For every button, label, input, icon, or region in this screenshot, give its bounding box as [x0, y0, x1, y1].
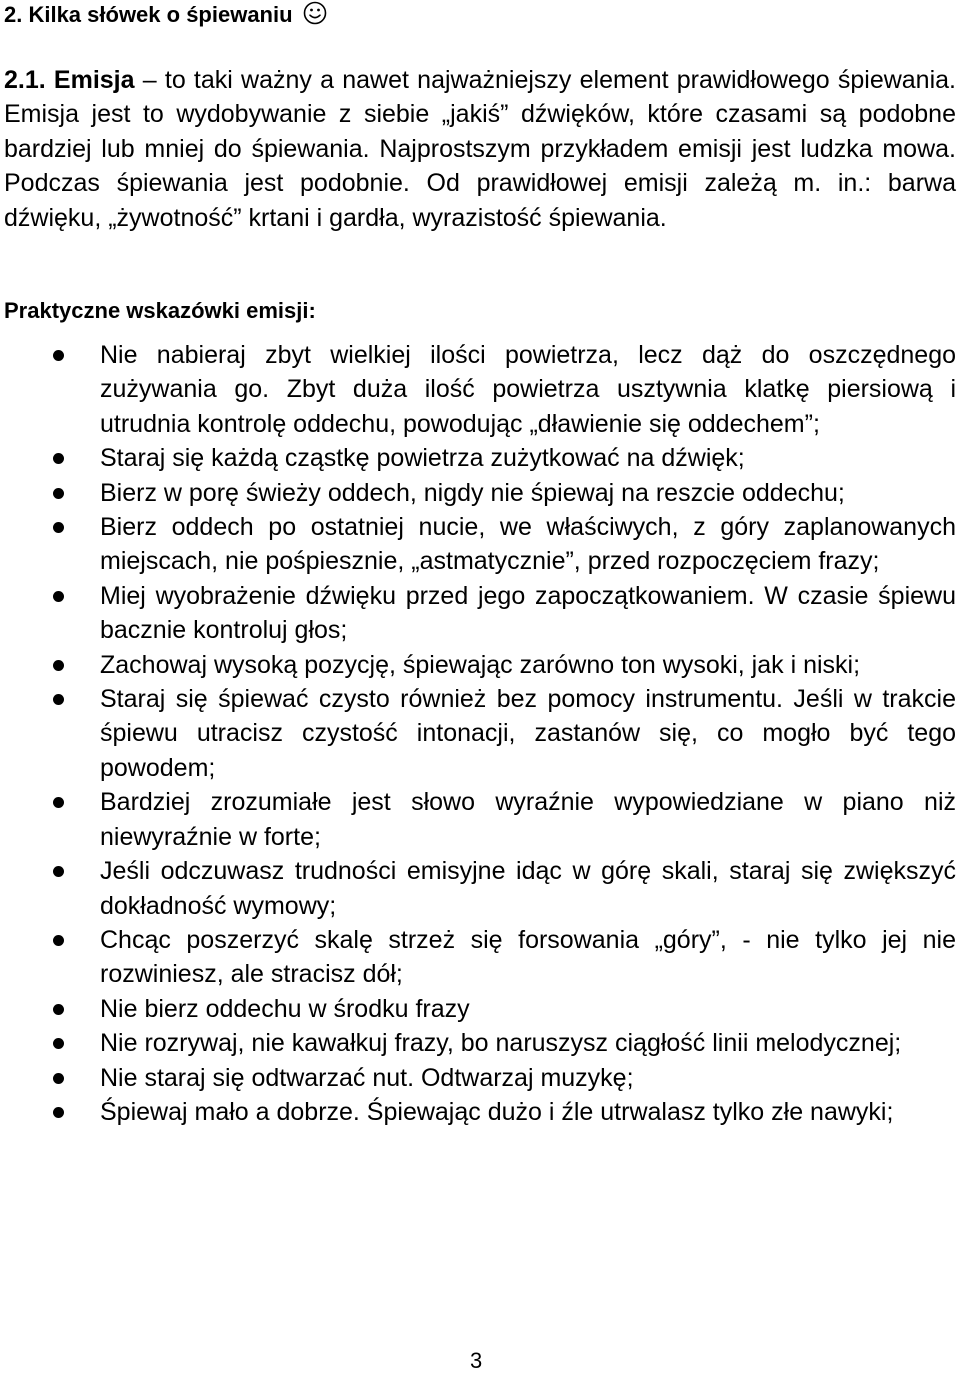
list-item: [100, 785, 956, 854]
list-item: [100, 923, 956, 992]
list-item-text: Nie staraj się odtwarzać nut. Odtwarzaj muzykę;: [100, 1063, 634, 1092]
tips-heading: Praktyczne wskazówki emisji:: [4, 298, 316, 323]
bullet-icon: [53, 591, 64, 602]
subsection-number: 2.1.: [4, 66, 46, 94]
page-number: 3: [470, 1348, 483, 1373]
list-item-text: Nie nabieraj zbyt wielkiej ilości powietrza, lecz dąż do oszczędnego zużywania go. Zbyt duża ilość powietrza usztywnia klatkę piersiową i utrudnia kontrolę oddechu, powodując „dławienie się oddechem”;: [100, 341, 956, 438]
bullet-icon: [53, 1073, 64, 1084]
list-item: [100, 1095, 956, 1129]
tips-list: [100, 338, 956, 1129]
bullet-icon: [53, 866, 64, 877]
list-item-text: Śpiewaj mało a dobrze. Śpiewając dużo i źle utrwalasz tylko złe nawyki;: [100, 1097, 894, 1126]
list-item: [100, 476, 956, 510]
intro-text: – to taki ważny a nawet najważniejszy element prawidłowego śpiewania. Emisja jest to wydobywanie z siebie „jakiś” dźwięków, które czasami są podobne bardziej lub mniej do śpiewania. Najprostszym przykładem emisji jest ludzka mowa. Podczas śpiewania jest podobnie. Od prawidłowej emisji zależą m. in.: barwa dźwięku, „żywotność” krtani i gardła, wyrazistość śpiewania.: [4, 66, 956, 232]
list-item-text: Bardziej zrozumiałe jest słowo wyraźnie wypowiedziane w piano niż niewyraźnie w forte;: [100, 788, 956, 851]
heading-text: 2. Kilka słówek o śpiewaniu: [4, 2, 293, 27]
list-item: [100, 338, 956, 441]
bullet-icon: [53, 1004, 64, 1015]
bullet-icon: [53, 660, 64, 671]
list-item: [100, 1026, 956, 1060]
list-item-text: Nie rozrywaj, nie kawałkuj frazy, bo naruszysz ciągłość linii melodycznej;: [100, 1029, 902, 1058]
section-heading: [4, 0, 327, 33]
bullet-icon: [53, 522, 64, 533]
list-item-text: Bierz w porę świeży oddech, nigdy nie śpiewaj na reszcie oddechu;: [100, 478, 845, 507]
list-item: [100, 441, 956, 475]
list-item-text: Chcąc poszerzyć skalę strzeż się forsowania „góry”, - nie tylko jej nie rozwiniesz, ale stracisz dół;: [100, 925, 956, 989]
list-item: [100, 510, 956, 579]
list-item: [100, 992, 956, 1026]
bullet-icon: [53, 453, 64, 464]
list-item-text: Bierz oddech po ostatniej nucie, we właściwych, z góry zaplanowanych miejscach, nie pośpiesznie, „astmatycznie”, przed rozpoczęciem frazy;: [100, 513, 956, 576]
bullet-icon: [53, 694, 64, 705]
list-item-text: Jeśli odczuwasz trudności emisyjne idąc w górę skali, staraj się zwiększyć dokładność wymowy;: [100, 857, 956, 920]
bullet-icon: [53, 1107, 64, 1118]
list-item: [100, 682, 956, 785]
intro-paragraph: [4, 63, 956, 235]
bullet-icon: [53, 935, 64, 946]
bullet-icon: [53, 1038, 64, 1049]
list-item-text: Miej wyobrażenie dźwięku przed jego zapoczątkowaniem. W czasie śpiewu bacznie kontroluj głos;: [100, 581, 956, 645]
bullet-icon: [53, 797, 64, 808]
list-item: [100, 854, 956, 923]
list-item-text: Nie bierz oddechu w środku frazy: [100, 994, 470, 1023]
list-item: [100, 579, 956, 648]
list-item-text: Staraj się każdą cząstkę powietrza zużytkować na dźwięk;: [100, 444, 745, 473]
list-item-text: Staraj się śpiewać czysto również bez pomocy instrumentu. Jeśli w trakcie śpiewu utracisz czystość intonacji, zastanów się, co mogło być tego powodem;: [100, 685, 956, 782]
list-item: [100, 648, 956, 682]
smiley-face-icon: [303, 1, 327, 33]
term-emisja: Emisja: [53, 66, 135, 94]
list-item: [100, 1061, 956, 1095]
bullet-icon: [53, 350, 64, 361]
bullet-icon: [53, 488, 64, 499]
list-item-text: Zachowaj wysoką pozycję, śpiewając zarówno ton wysoki, jak i niski;: [100, 650, 861, 679]
